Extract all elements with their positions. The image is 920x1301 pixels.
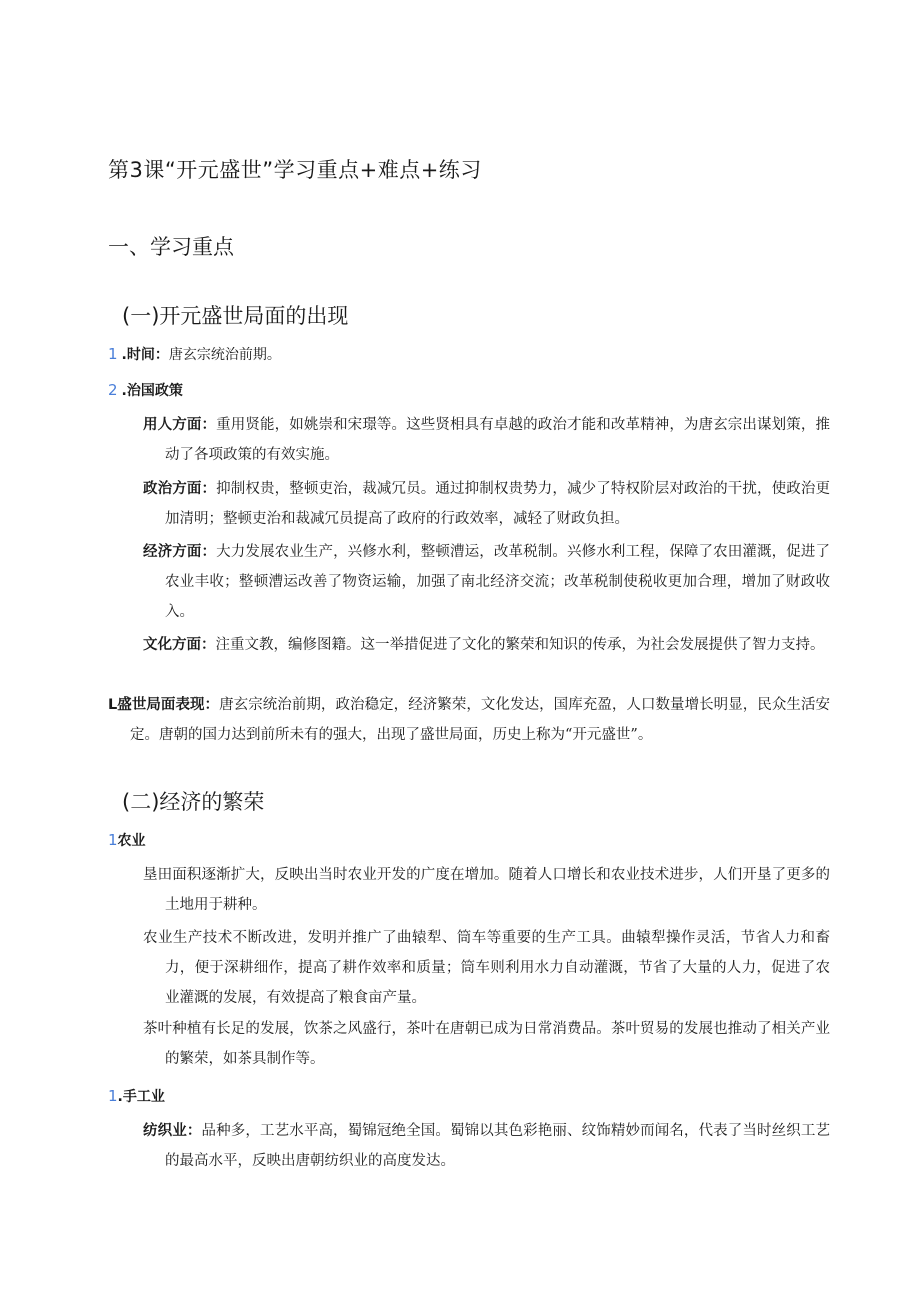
item-label: .治国政策 (121, 383, 183, 399)
agriculture-paragraph: 垦田面积逐渐扩大，反映出当时农业开发的广度在增加。随着人口增长和农业技术进步，人们开垦了更多的土地用于耕种。 (143, 867, 830, 913)
item-label: 农业 (117, 833, 146, 849)
list-item-policies (108, 380, 183, 400)
textile-label: 纺织业： (143, 1123, 202, 1139)
policy-label: 经济方面： (143, 544, 217, 560)
list-number: 1 (108, 345, 118, 363)
policy-text: 抑制权贵，整顿吏治，裁减冗员。通过抑制权贵势力，减少了特权阶层对政治的干扰，使政治更加清明；整顿吏治和裁减冗员提高了政府的行政效率，减轻了财政负担。 (165, 481, 831, 527)
item-label: .时间： (121, 347, 169, 363)
policy-text: 重用贤能，如姚崇和宋璟等。这些贤相具有卓越的政治才能和改革精神，为唐玄宗出谋划策，推动了各项政策的有效实施。 (165, 417, 831, 463)
document-title: 第3课“开元盛世”学习重点+难点+练习 (108, 158, 482, 182)
item-label: L盛世局面表现： (108, 697, 220, 713)
item-text: 唐玄宗统治前期。 (168, 347, 281, 363)
policy-paragraph (143, 630, 830, 660)
list-item-agriculture (108, 830, 146, 850)
policy-text: 大力发展农业生产，兴修水利，整顿漕运，改革税制。兴修水利工程，保障了农田灌溉，促进了农业丰收；整顿漕运改善了物资运输，加强了南北经济交流；改革税制使税收更加合理，增加了财政收入。 (165, 544, 831, 620)
policy-paragraph (143, 410, 830, 470)
list-number: 1 (108, 1087, 118, 1105)
agriculture-paragraph: 茶叶种植有长足的发展，饮茶之风盛行，茶叶在唐朝已成为日常消费品。茶叶贸易的发展也推动了相关产业的繁荣，如茶具制作等。 (143, 1021, 830, 1067)
policy-text: 注重文教，编修图籍。这一举措促进了文化的繁荣和知识的传承，为社会发展提供了智力支持。 (215, 637, 825, 653)
section-heading-key-points: 一、学习重点 (108, 235, 234, 259)
policy-label: 政治方面： (143, 481, 217, 497)
policy-paragraph (143, 537, 830, 627)
list-item-handicraft (108, 1086, 165, 1106)
list-item-time (108, 344, 281, 364)
item-text: 唐玄宗统治前期，政治稳定，经济繁荣，文化发达，国库充盈，人口数量增长明显，民众生活安定。唐朝的国力达到前所未有的强大，出现了盛世局面，历史上称为“开元盛世”。 (130, 697, 830, 743)
item-label: .手工业 (117, 1089, 165, 1105)
agriculture-paragraph: 农业生产技术不断改进，发明并推广了曲辕犁、筒车等重要的生产工具。曲辕犁操作灵活，节省人力和畜力，便于深耕细作，提高了耕作效率和质量；筒车则利用水力自动灌溉，节省了大量的人力，促进了农业灌溉的发展，有效提高了粮食亩产量。 (143, 930, 830, 1006)
list-number: 1 (108, 831, 118, 849)
subsection-heading-kaiyuan: (一)开元盛世局面的出现 (122, 304, 349, 328)
policy-label: 文化方面： (143, 637, 216, 653)
textile-paragraph (143, 1116, 830, 1176)
policy-paragraph (143, 474, 830, 534)
subsection-heading-economy: (二)经济的繁荣 (122, 790, 265, 814)
policy-label: 用人方面： (143, 417, 217, 433)
list-number: 2 (108, 381, 118, 399)
prosperity-paragraph (108, 690, 830, 750)
textile-text: 品种多，工艺水平高，蜀锦冠绝全国。蜀锦以其色彩艳丽、纹饰精妙而闻名，代表了当时丝织工艺的最高水平，反映出唐朝纺织业的高度发达。 (165, 1123, 831, 1169)
